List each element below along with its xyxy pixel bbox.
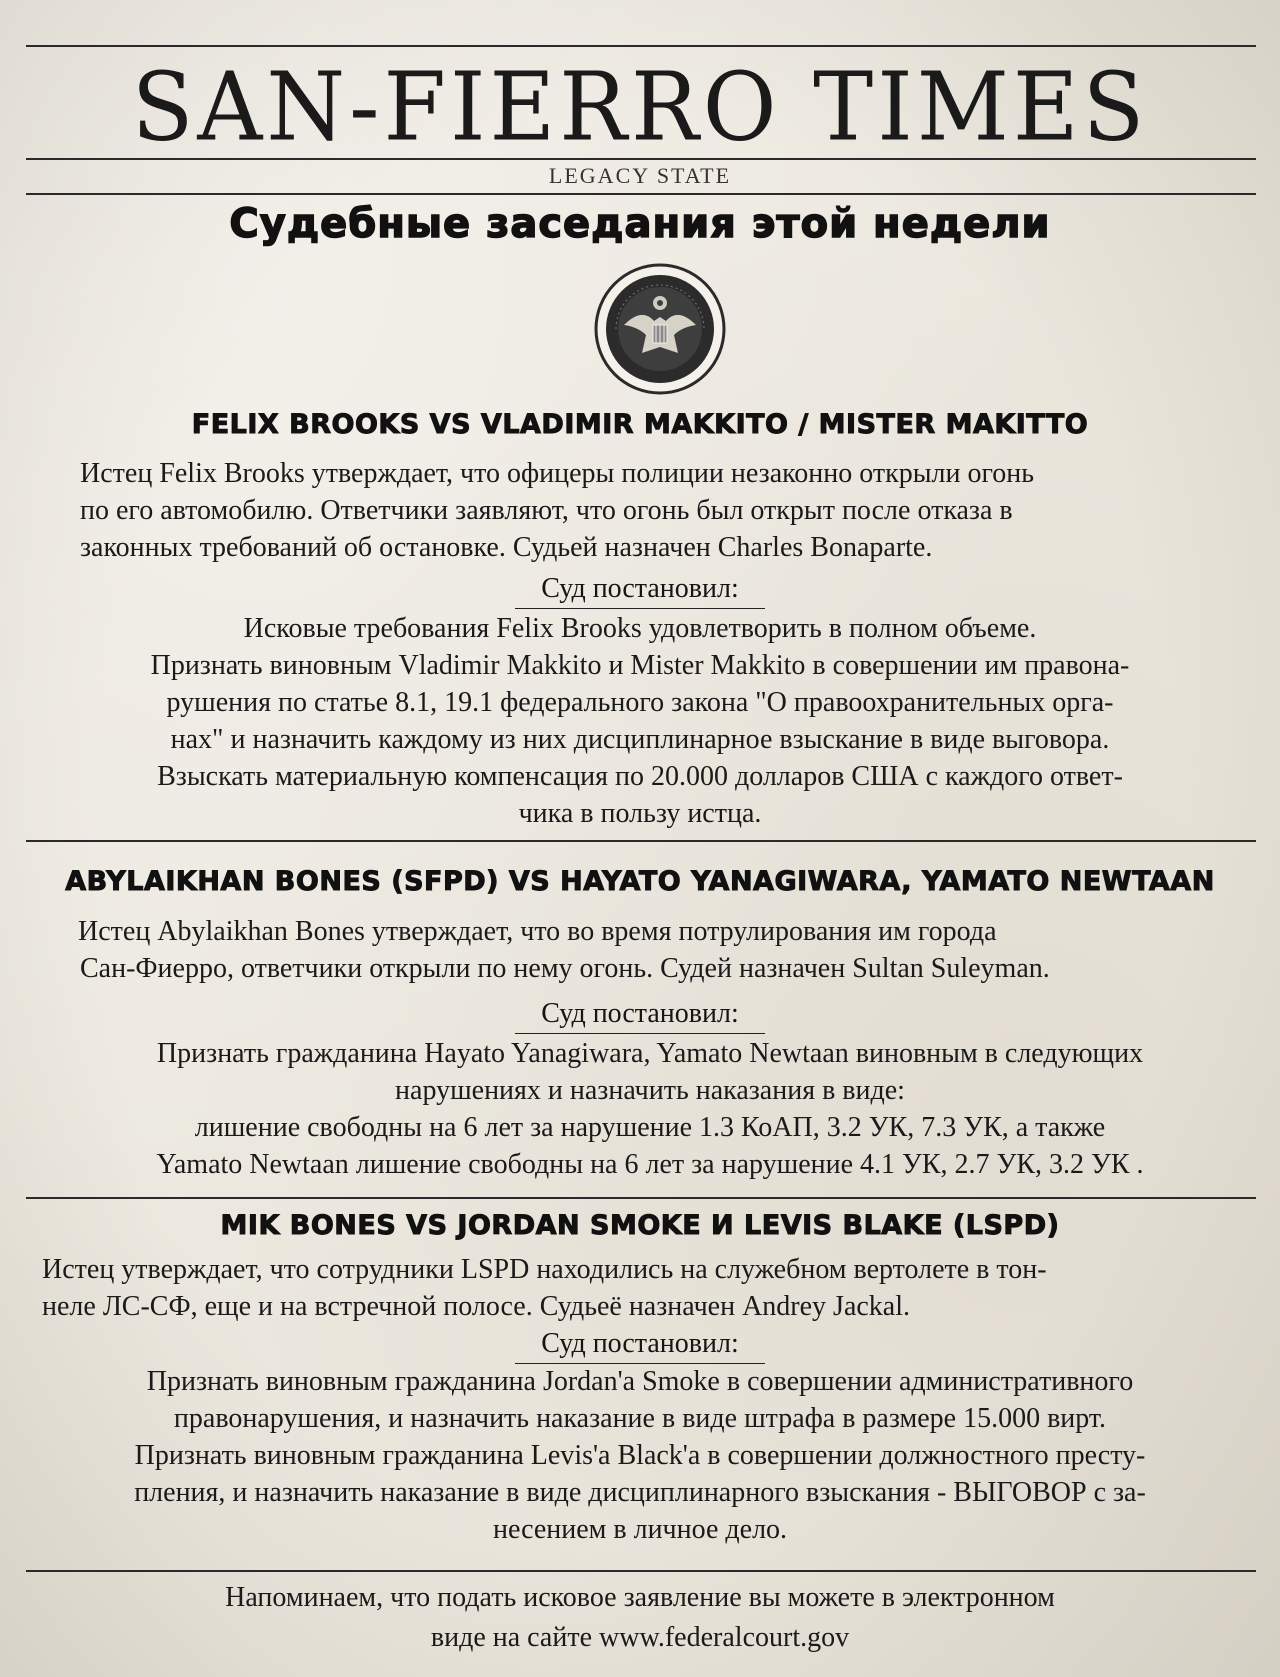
case-3-claim [42,1251,1252,1325]
case-2-ruling-label: Суд постановил: [0,997,1280,1034]
case-1-verdict-line: рушения по статье 8.1, 19.1 федерального закона "О правоохранительных орга- [166,687,1114,718]
case-1-verdict-line: нах" и назначить каждому из них дисциплинарное взыскание в виде выговора. [170,724,1110,755]
case-1-verdict-line: Взыскать материальную компенсация по 20.000 долларов США с каждого ответ- [157,761,1123,792]
case-1-ruling-label: Суд постановил: [0,572,1280,609]
case-3-verdict-line: несением в личное дело. [492,1514,788,1545]
case-title-2: ABYLAIKHAN BONES (SFPD) VS HAYATO YANAGIWARA, YAMATO NEWTAAN [65,866,1215,897]
case-1-verdict [40,610,1240,832]
case-2-verdict-line: лишение свободны на 6 лет за нарушение 1.3 КоАП, 3.2 УК, 7.3 УК, а также [194,1112,1106,1143]
case-2-verdict [60,1035,1240,1183]
case-divider-2 [26,1197,1256,1199]
case-3-verdict-line: Признать виновным гражданина Levis'a Black'a в совершении должностного престу- [134,1440,1146,1471]
case-2-verdict-line: нарушениях и назначить наказания в виде: [395,1075,905,1106]
case-3-verdict-line: Признать виновным гражданина Jordan'a Smoke в совершении административного [146,1366,1134,1397]
case-2-verdict-line: Признать гражданина Hayato Yanagiwara, Yamato Newtaan виновным в следующих [156,1038,1144,1069]
footer-rule [26,1570,1256,1572]
case-3-claim-line: неле ЛС-СФ, еще и на встречной полосе. Судьеё назначен Andrey Jackal. [42,1291,911,1322]
case-1-claim-line: законных требований об остановке. Судьей назначен Charles Bonaparte. [80,532,933,563]
case-title-3: MIK BONES VS JORDAN SMOKE И LEVIS BLAKE (LSPD) [220,1210,1060,1241]
masthead-title: SAN-FIERRO TIMES [131,52,1149,163]
case-3-ruling-label: Суд постановил: [0,1327,1280,1364]
case-1-verdict-line: Исковые требования Felix Brooks удовлетворить в полном объеме. [243,613,1037,644]
footer-line-1: Напоминаем, что подать исковое заявление вы можете в электронном [225,1582,1055,1613]
case-2-claim [78,913,1248,987]
masthead-subtitle: LEGACY STATE [548,163,732,188]
masthead-rule-upper [26,158,1256,160]
case-3-verdict-line: пления, и назначить наказание в виде дисциплинарного взыскания - ВЫГОВОР с за- [134,1477,1146,1508]
case-1-claim [80,455,1240,566]
footer-line-2: виде на сайте www.federalcourt.gov [430,1622,850,1653]
case-3-verdict-line: правонарушения, и назначить наказание в виде штрафа в размере 15.000 вирт. [173,1403,1107,1434]
case-1-verdict-line: Признать виновным Vladimir Makkito и Mister Makkito в совершении им правона- [150,650,1130,681]
case-title-1: FELIX BROOKS VS VLADIMIR MAKKITO / MISTER MAKITTO [191,409,1089,440]
case-1-claim-line: по его автомобилю. Ответчики заявляют, что огонь был открыт после отказа в [80,495,1013,526]
court-seal-icon [594,263,726,395]
top-rule [26,45,1256,47]
case-3-claim-line: Истец утверждает, что сотрудники LSPD находились на служебном вертолете в тон- [42,1254,1047,1285]
case-1-verdict-line: чика в пользу истца. [518,798,762,829]
footer-note [0,1578,1280,1658]
case-2-verdict-line: Yamato Newtaan лишение свободны на 6 лет за нарушение 4.1 УК, 2.7 УК, 3.2 УК . [156,1149,1144,1180]
case-1-claim-line: Истец Felix Brooks утверждает, что офицеры полиции незаконно открыли огонь [80,458,1035,489]
case-divider-1 [26,840,1256,842]
page-headline: Судебные заседания этой недели [229,201,1051,247]
case-2-claim-line: Истец Abylaikhan Bones утверждает, что во время потрулирования им города [78,916,997,947]
case-3-verdict [40,1363,1240,1548]
masthead-rule-lower [26,193,1256,195]
case-2-claim-line: Сан-Фиерро, ответчики открыли по нему огонь. Судей назначен Sultan Suleyman. [80,953,1050,984]
